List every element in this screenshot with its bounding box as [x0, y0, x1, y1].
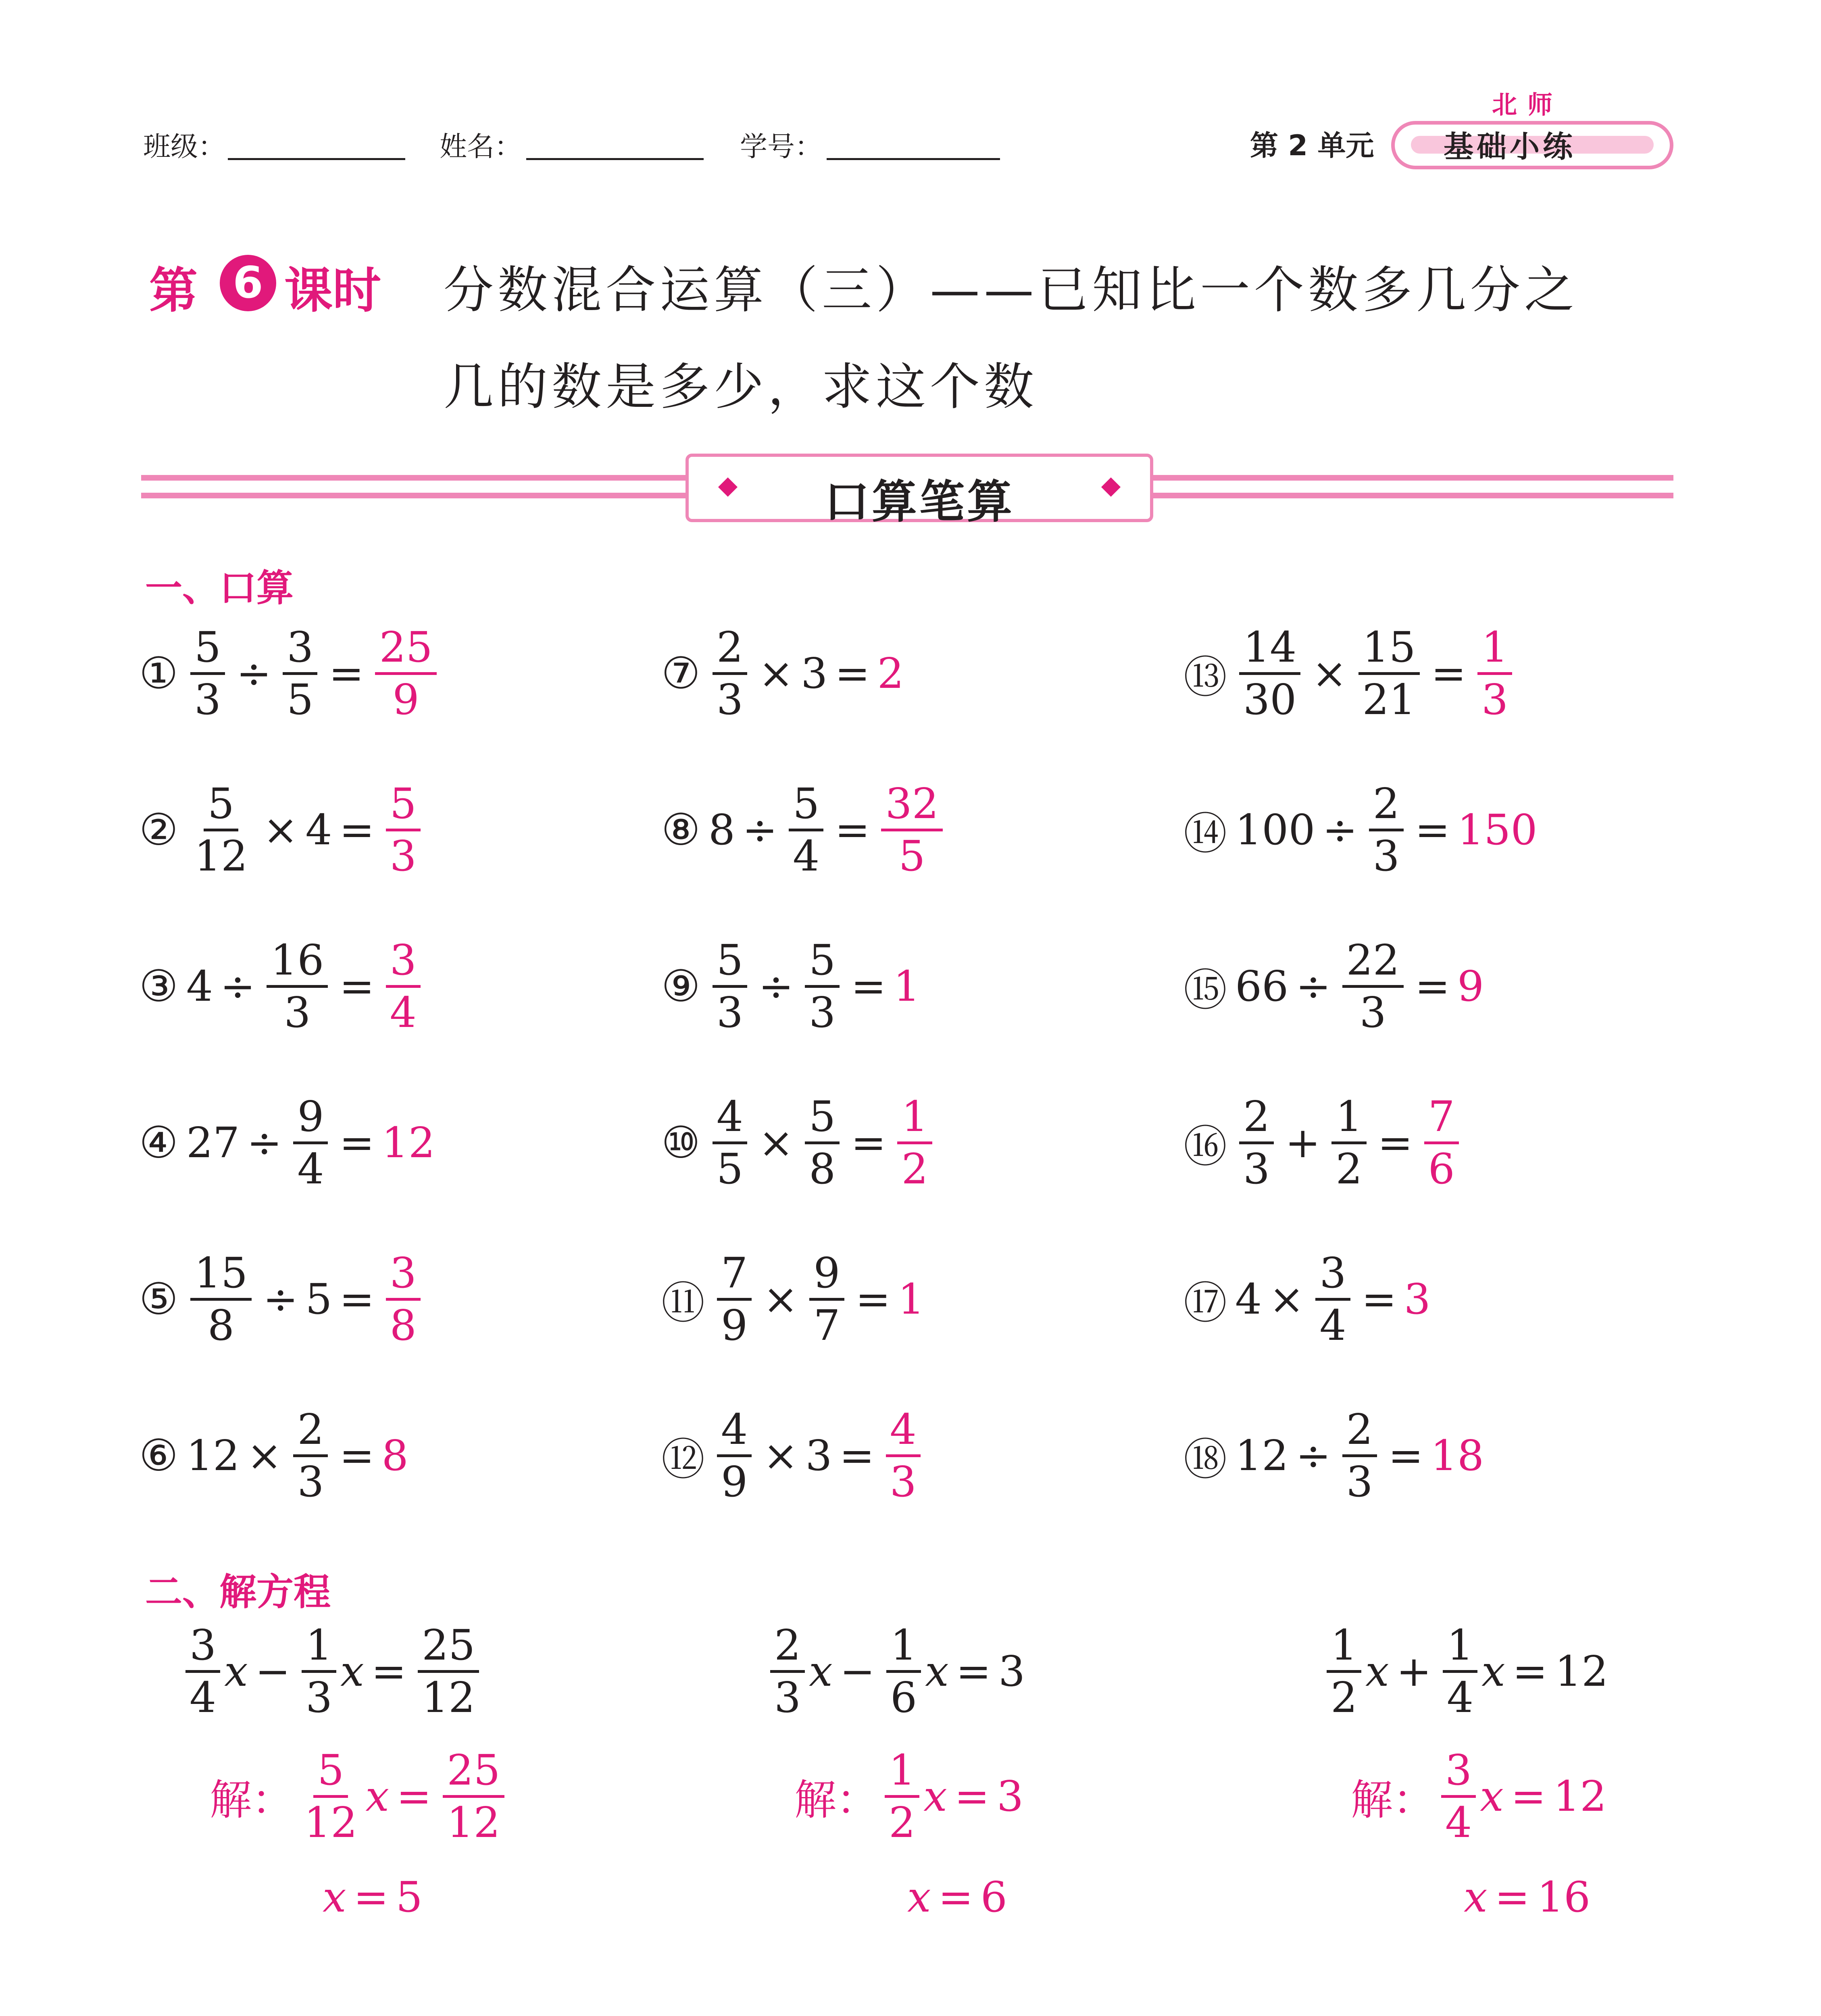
problem-row	[139, 1239, 425, 1360]
denominator: 5	[898, 831, 925, 881]
numerator: 15	[1358, 623, 1420, 675]
problem-number: ⑱	[1183, 1434, 1227, 1485]
operator: =	[851, 1118, 886, 1167]
problem-row	[1183, 1395, 1484, 1516]
number: 4	[186, 962, 213, 1011]
numerator: 2	[713, 623, 747, 675]
answer	[886, 1405, 921, 1506]
variable: x	[365, 1772, 390, 1821]
operator: ÷	[758, 962, 794, 1011]
fraction	[1443, 1620, 1477, 1722]
number: 66	[1235, 962, 1289, 1011]
fraction	[1239, 1092, 1274, 1193]
numerator: 3	[185, 1620, 220, 1673]
fraction	[713, 1092, 747, 1193]
number: 3	[996, 1772, 1024, 1821]
lesson-title-line1: 分数混合运算（三）——已知比一个数多几分之	[444, 261, 1579, 319]
denominator: 3	[305, 1672, 333, 1722]
operator: −	[840, 1647, 875, 1696]
equation	[766, 1611, 1025, 1732]
fraction	[1342, 935, 1404, 1037]
denominator: 4	[793, 831, 820, 881]
unit-label: 第 2 单元	[1250, 129, 1374, 162]
numerator: 4	[717, 1405, 752, 1457]
operator: ×	[263, 805, 298, 854]
fraction	[1369, 779, 1404, 881]
fraction	[1342, 1405, 1377, 1506]
answer	[375, 623, 436, 724]
denominator: 3	[716, 987, 743, 1037]
fraction	[805, 935, 840, 1037]
operator: ÷	[247, 1118, 282, 1167]
variable: x	[1464, 1872, 1488, 1922]
problem-number: ⑬	[1183, 652, 1227, 703]
operator: =	[339, 962, 375, 1011]
number: 3	[801, 649, 828, 698]
numerator: 9	[809, 1248, 844, 1301]
fraction	[770, 1620, 805, 1722]
denominator: 9	[721, 1457, 748, 1506]
operator: ×	[1312, 649, 1347, 698]
numerator: 5	[789, 779, 823, 831]
numerator: 1	[1443, 1620, 1477, 1673]
denominator: 2	[1336, 1144, 1363, 1193]
answer: 12	[381, 1118, 435, 1167]
numerator: 14	[1239, 623, 1300, 675]
equation	[1323, 1611, 1608, 1732]
fraction	[185, 1620, 220, 1722]
problem-row	[661, 769, 947, 890]
answer	[881, 779, 942, 881]
operator: =	[1512, 1647, 1548, 1696]
problem-number: ⑫	[661, 1434, 705, 1485]
section-banner-title: 口算笔算	[824, 476, 1015, 528]
operator: =	[835, 805, 870, 854]
numerator: 7	[717, 1248, 752, 1301]
operator: ÷	[1322, 805, 1358, 854]
problem-number: ⑨	[661, 961, 700, 1012]
solve-label: 解：	[210, 1775, 294, 1824]
operator: ×	[758, 1118, 794, 1167]
number: 3	[998, 1647, 1025, 1696]
lesson-prefix: 第	[149, 263, 198, 319]
numerator: 2	[293, 1405, 328, 1457]
numerator: 4	[886, 1405, 921, 1457]
fraction	[1239, 623, 1300, 724]
section-banner	[685, 454, 1153, 528]
numerator: 5	[805, 935, 840, 988]
number: 5	[305, 1275, 332, 1324]
operator: =	[396, 1772, 432, 1821]
problem-number: ⑧	[661, 804, 700, 855]
number: 12	[1553, 1772, 1607, 1821]
numerator: 2	[770, 1620, 805, 1673]
operator: =	[339, 1431, 375, 1480]
variable: x	[1480, 1772, 1504, 1821]
number: 3	[805, 1431, 832, 1480]
variable: x	[1481, 1647, 1505, 1696]
lesson-number-badge: 6	[220, 255, 276, 311]
denominator: 8	[207, 1300, 235, 1350]
problem-number: ⑪	[661, 1278, 705, 1329]
operator: ÷	[1296, 1431, 1331, 1480]
fraction	[809, 1248, 844, 1350]
problem-number: ①	[139, 648, 178, 699]
operator: ÷	[220, 962, 256, 1011]
fraction	[885, 1745, 919, 1847]
numerator: 1	[897, 1092, 932, 1144]
problem-row	[661, 1239, 925, 1360]
fraction	[1441, 1745, 1476, 1847]
problem-number: ⑮	[1183, 965, 1227, 1016]
problem-number: ⑯	[1183, 1121, 1227, 1172]
denominator: 9	[392, 675, 419, 724]
numerator: 5	[805, 1092, 840, 1144]
problem-row	[139, 926, 425, 1047]
numerator: 5	[313, 1745, 348, 1798]
number: 12	[1235, 1431, 1289, 1480]
answer	[386, 1248, 421, 1350]
problem-row	[139, 1395, 408, 1516]
answer: 1	[893, 962, 920, 1011]
denominator: 8	[809, 1144, 836, 1193]
denominator: 2	[901, 1144, 928, 1193]
denominator: 3	[716, 675, 743, 724]
solve-label: 解：	[1351, 1775, 1435, 1824]
number: 4	[305, 805, 332, 854]
problem-number: ⑰	[1183, 1278, 1227, 1329]
solution-result	[323, 1837, 423, 1958]
denominator: 3	[809, 987, 836, 1037]
solution-result	[1464, 1837, 1590, 1958]
numerator: 5	[386, 779, 421, 831]
numerator: 1	[302, 1620, 336, 1673]
number: 6	[980, 1872, 1007, 1922]
fraction	[283, 623, 317, 724]
fraction	[1315, 1248, 1350, 1350]
part1-heading: 一、口算	[145, 566, 294, 610]
operator: =	[339, 805, 375, 854]
fraction	[267, 935, 328, 1037]
denominator: 3	[1243, 1144, 1270, 1193]
fraction	[190, 623, 225, 724]
fraction	[717, 1248, 752, 1350]
operator: =	[954, 1772, 990, 1821]
variable: x	[925, 1647, 949, 1696]
problem-number: ②	[139, 804, 178, 855]
denominator: 4	[1446, 1672, 1474, 1722]
denominator: 3	[774, 1672, 801, 1722]
operator: −	[255, 1647, 290, 1696]
operator: ×	[763, 1431, 798, 1480]
operator: =	[851, 962, 886, 1011]
denominator: 6	[1428, 1144, 1455, 1193]
denominator: 4	[390, 987, 417, 1037]
numerator: 32	[881, 779, 942, 831]
operator: =	[1361, 1275, 1397, 1324]
answer: 3	[1404, 1275, 1431, 1324]
denominator: 3	[1346, 1457, 1373, 1506]
problem-row	[1183, 613, 1516, 734]
number: 100	[1235, 805, 1315, 854]
operator: =	[938, 1872, 973, 1922]
problem-row	[661, 613, 904, 734]
numerator: 25	[418, 1620, 479, 1673]
numerator: 3	[1441, 1745, 1476, 1798]
operator: =	[1415, 962, 1450, 1011]
denominator: 3	[1359, 987, 1386, 1037]
problem-number: ④	[139, 1117, 178, 1168]
denominator: 4	[190, 1672, 217, 1722]
number: 12	[186, 1431, 240, 1480]
denominator: 5	[287, 675, 314, 724]
student-id-label: 学号：	[740, 131, 823, 163]
denominator: 12	[304, 1797, 358, 1847]
fraction	[886, 1620, 921, 1722]
operator: =	[353, 1872, 389, 1922]
numerator: 1	[1327, 1620, 1361, 1673]
denominator: 2	[1331, 1672, 1358, 1722]
numerator: 3	[1315, 1248, 1350, 1301]
problem-row	[139, 1082, 435, 1203]
lesson-title-line2: 几的数是多少，求这个数	[444, 358, 1038, 416]
fraction	[302, 1620, 336, 1722]
operator: +	[1285, 1118, 1321, 1167]
fraction	[789, 779, 823, 881]
denominator: 3	[890, 1457, 917, 1506]
denominator: 21	[1362, 675, 1416, 724]
numerator: 9	[293, 1092, 328, 1144]
problem-number: ③	[139, 961, 178, 1012]
operator: =	[329, 649, 364, 698]
lesson-suffix: 课时	[284, 263, 381, 319]
operator: =	[855, 1275, 891, 1324]
fraction	[293, 1405, 328, 1506]
number: 5	[396, 1872, 423, 1922]
numerator: 2	[1369, 779, 1404, 831]
variable: x	[907, 1872, 931, 1922]
problem-row	[139, 769, 425, 890]
solve-label: 解：	[794, 1775, 879, 1824]
problem-row	[661, 1082, 936, 1203]
problem-row	[1183, 769, 1538, 890]
problem-row	[661, 926, 920, 1047]
denominator: 3	[194, 675, 221, 724]
fraction	[443, 1745, 504, 1847]
numerator: 1	[885, 1745, 919, 1798]
class-blank	[228, 158, 405, 160]
name-blank	[526, 158, 704, 160]
fraction	[300, 1745, 361, 1847]
name-label: 姓名：	[440, 131, 522, 163]
fraction	[190, 779, 252, 881]
fraction	[713, 935, 747, 1037]
variable: x	[340, 1647, 364, 1696]
numerator: 1	[1331, 1092, 1366, 1144]
problem-row	[1183, 1239, 1431, 1360]
denominator: 6	[890, 1672, 917, 1722]
numerator: 25	[375, 623, 436, 675]
numerator: 1	[886, 1620, 921, 1673]
denominator: 12	[421, 1672, 475, 1722]
numerator: 5	[204, 779, 238, 831]
fraction	[1358, 623, 1420, 724]
numerator: 2	[1239, 1092, 1274, 1144]
variable: x	[923, 1772, 947, 1821]
answer: 2	[877, 649, 904, 698]
numerator: 3	[386, 935, 421, 988]
operator: ÷	[1296, 962, 1331, 1011]
variable: x	[1365, 1647, 1389, 1696]
fraction	[1327, 1620, 1361, 1722]
problem-number: ⑥	[139, 1430, 178, 1481]
numerator: 16	[267, 935, 328, 988]
operator: ÷	[263, 1275, 298, 1324]
answer	[897, 1092, 932, 1193]
operator: ×	[763, 1275, 798, 1324]
denominator: 3	[1481, 675, 1508, 724]
denominator: 9	[721, 1300, 748, 1350]
operator: ÷	[236, 649, 272, 698]
answer	[386, 779, 421, 881]
operator: =	[371, 1647, 406, 1696]
answer	[1424, 1092, 1459, 1193]
denominator: 12	[194, 831, 248, 881]
problem-number: ⑩	[661, 1117, 700, 1168]
denominator: 30	[1243, 675, 1297, 724]
denominator: 4	[297, 1144, 324, 1193]
fraction	[418, 1620, 479, 1722]
fraction	[805, 1092, 840, 1193]
operator: ÷	[742, 805, 778, 854]
problem-number: ⑦	[661, 648, 700, 699]
problem-number: ⑤	[139, 1274, 178, 1325]
number: 8	[708, 805, 735, 854]
problem-row	[139, 613, 441, 734]
numerator: 5	[713, 935, 747, 988]
class-label: 班级：	[143, 131, 226, 163]
operator: =	[839, 1431, 875, 1480]
denominator: 4	[1319, 1300, 1346, 1350]
problem-row	[1183, 926, 1484, 1047]
number: 16	[1537, 1872, 1591, 1922]
numerator: 2	[1342, 1405, 1377, 1457]
operator: =	[1388, 1431, 1423, 1480]
operator: =	[1415, 805, 1450, 854]
operator: =	[1511, 1772, 1546, 1821]
operator: =	[1377, 1118, 1413, 1167]
problem-number: ⑭	[1183, 808, 1227, 859]
student-id-blank	[827, 158, 1000, 160]
part2-heading: 二、解方程	[145, 1570, 331, 1614]
numerator: 7	[1424, 1092, 1459, 1144]
variable: x	[224, 1647, 248, 1696]
answer	[1477, 623, 1512, 724]
denominator: 2	[889, 1797, 916, 1847]
answer: 150	[1457, 805, 1538, 854]
answer: 9	[1457, 962, 1484, 1011]
answer: 8	[381, 1431, 408, 1480]
numerator: 4	[713, 1092, 747, 1144]
denominator: 12	[447, 1797, 500, 1847]
brand-publisher: 北师	[1492, 90, 1563, 119]
problem-row	[1183, 1082, 1463, 1203]
numerator: 25	[443, 1745, 504, 1798]
variable: x	[323, 1872, 346, 1922]
answer	[386, 935, 421, 1037]
fraction	[293, 1092, 328, 1193]
number: 4	[1235, 1275, 1262, 1324]
operator: =	[835, 649, 870, 698]
fraction	[717, 1405, 752, 1506]
operator: =	[1494, 1872, 1530, 1922]
numerator: 5	[190, 623, 225, 675]
numerator: 22	[1342, 935, 1404, 988]
operator: ×	[1269, 1275, 1304, 1324]
answer: 1	[898, 1275, 925, 1324]
numerator: 1	[1477, 623, 1512, 675]
solution-result	[907, 1837, 1007, 1958]
numerator: 3	[283, 623, 317, 675]
denominator: 3	[1373, 831, 1400, 881]
operator: =	[339, 1275, 375, 1324]
operator: +	[1396, 1647, 1431, 1696]
fraction	[190, 1248, 252, 1350]
denominator: 4	[1445, 1797, 1472, 1847]
operator: =	[339, 1118, 375, 1167]
denominator: 8	[390, 1300, 417, 1350]
answer: 18	[1430, 1431, 1484, 1480]
operator: =	[1431, 649, 1466, 698]
denominator: 5	[716, 1144, 743, 1193]
fraction	[1331, 1092, 1366, 1193]
denominator: 3	[390, 831, 417, 881]
operator: ×	[247, 1431, 282, 1480]
number: 27	[186, 1118, 240, 1167]
operator: =	[956, 1647, 991, 1696]
numerator: 3	[386, 1248, 421, 1301]
variable: x	[809, 1647, 833, 1696]
numerator: 15	[190, 1248, 252, 1301]
denominator: 7	[813, 1300, 840, 1350]
fraction	[713, 623, 747, 724]
problem-row	[661, 1395, 925, 1516]
number: 12	[1554, 1647, 1608, 1696]
operator: ×	[758, 649, 794, 698]
denominator: 3	[297, 1457, 324, 1506]
equation	[181, 1611, 483, 1732]
denominator: 3	[284, 987, 311, 1037]
brand-series-title: 基础小练	[1444, 129, 1576, 164]
